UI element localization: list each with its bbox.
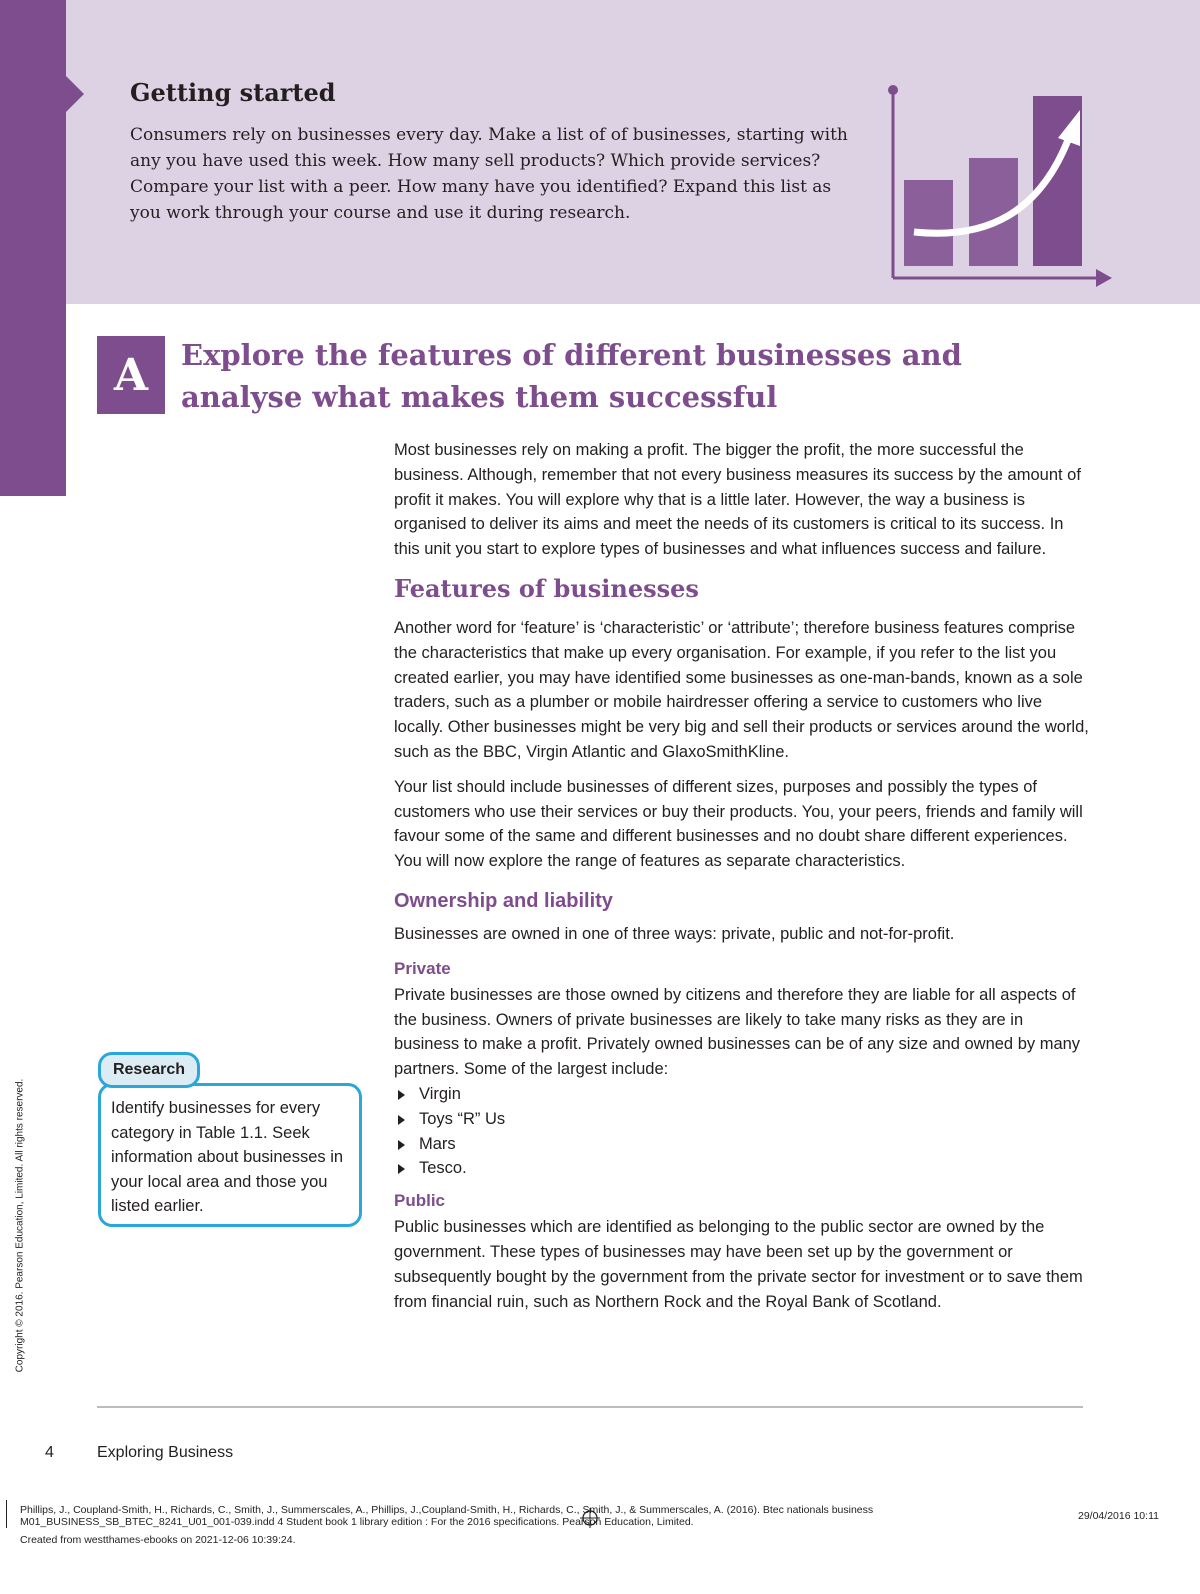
print-timestamp: 29/04/2016 10:11	[1078, 1510, 1159, 1522]
getting-started-body: Consumers rely on businesses every day. Make a list of of businesses, starting with any you have used this week. How many sell products? Which provide services? Compare your list with a peer. How many have you identified? Expand this list as you work through your course and use it during research.	[130, 125, 848, 223]
features-heading: Features of businesses	[394, 573, 699, 603]
copyright-notice: Copyright © 2016. Pearson Education, Limited. All rights reserved.	[14, 1078, 26, 1373]
private-heading: Private	[394, 958, 451, 978]
page-number: 4	[45, 1444, 54, 1461]
intro-paragraph: Most businesses rely on making a profit. The bigger the profit, the more successful the business. Although, remember that not every business measures its success by the amount of profit it makes. You will explore why that is a little later. However, the way a business is organised to deliver its aims and meet the needs of its customers is critical to its success. In this unit you start to explore types of businesses and what influences success and failure.	[394, 441, 1081, 559]
features-paragraph-1: Another word for ‘feature’ is ‘characteristic’ or ‘attribute’; therefore business features comprise the characteristics that make up every organisation. For example, if you refer to the list you created earlier, you may have identified some businesses as one-man-bands, known as a sole traders, such as a plumber or mobile hairdresser offering a service to customers who live locally. Other businesses might be very big and sell their products or services around the world, such as the BBC, Virgin Atlantic and GlaxoSmithKline.	[394, 618, 1089, 761]
crop-mark	[6, 1500, 7, 1528]
created-from-line: Created from westthames-ebooks on 2021-12-06 10:39:24.	[20, 1534, 296, 1546]
list-item: Tesco.	[394, 1156, 1089, 1181]
book-title: Exploring Business	[97, 1444, 234, 1461]
registration-mark-icon	[580, 1508, 600, 1528]
research-label: Research	[98, 1052, 200, 1088]
research-text: Identify businesses for every category in Table 1.1. Seek information about businesses in your local area and those you listed earlier.	[111, 1099, 344, 1215]
ownership-heading: Ownership and liability	[394, 889, 613, 912]
research-box	[98, 1083, 362, 1227]
footer-divider	[97, 1406, 1083, 1408]
public-paragraph: Public businesses which are identified as belonging to the public sector are owned by the government. These types of businesses may have been set up by the government or subsequently bought by the government from the private sector for investment or to save them from financial ruin, such as Northern Rock and the Royal Bank of Scotland.	[394, 1218, 1083, 1311]
list-item: Virgin	[394, 1082, 1089, 1107]
main-text-column	[394, 438, 1089, 1324]
section-title: Explore the features of different businesses and analyse what makes them successful	[181, 338, 962, 414]
private-paragraph: Private businesses are those owned by citizens and therefore they are liable for all aspects of the business. Owners of private businesses are likely to take many risks as they are in business to make a profit. Privately owned businesses can be of any size and owned by many partners. Some of the largest include:	[394, 985, 1081, 1079]
rising-bar-chart-icon	[880, 80, 1120, 295]
citation-line-2: M01_BUSINESS_SB_BTEC_8241_U01_001-039.indd 4 Student book 1 library edition : For the 2016 specifications. Pearson Education, Limited.	[20, 1516, 694, 1528]
citation-line-1: Phillips, J., Coupland-Smith, H., Richards, C., Smith, J., Summerscales, A., Phillips, J.,Coupland-Smith, H., Richards, C., Smith, J., & Summerscales, A. (2016). Btec nationals business	[20, 1504, 874, 1516]
features-paragraph-2: Your list should include businesses of different sizes, purposes and possibly the types of customers who use their services or buy their products. You, your peers, friends and family will favour some of the same and different businesses and no doubt share different experiences. You will now explore the range of features as separate characteristics.	[394, 777, 1083, 871]
list-item: Toys “R” Us	[394, 1107, 1089, 1132]
getting-started-title: Getting started	[130, 78, 336, 107]
ownership-paragraph: Businesses are owned in one of three ways: private, public and not-for-profit.	[394, 924, 955, 943]
chapter-side-bar	[0, 0, 66, 496]
private-business-list	[394, 1082, 1089, 1181]
list-item: Mars	[394, 1132, 1089, 1157]
section-letter-badge: A	[97, 336, 165, 414]
public-heading: Public	[394, 1191, 446, 1211]
